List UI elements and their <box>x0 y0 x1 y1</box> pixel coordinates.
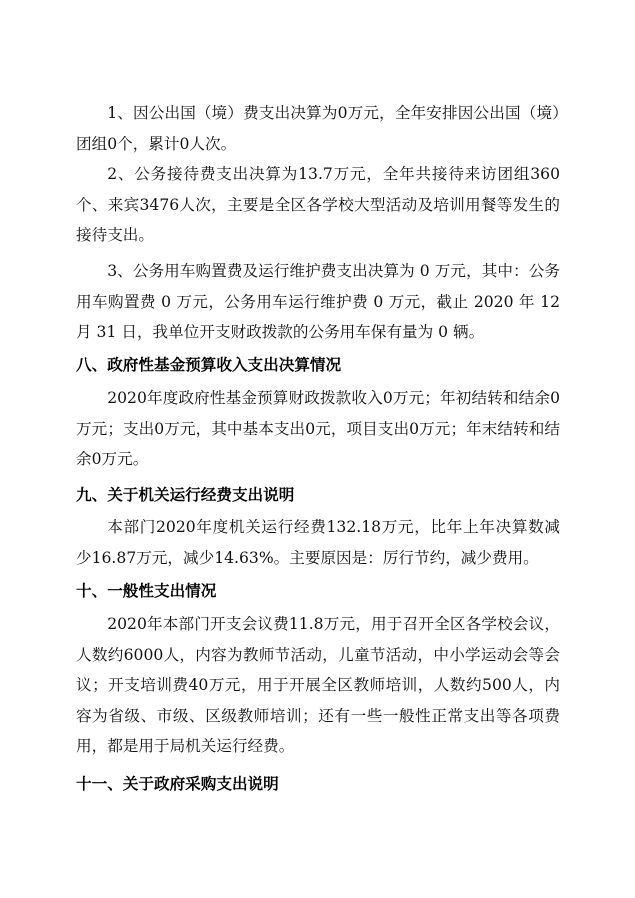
section-heading-procurement: 十一、关于政府采购支出说明 <box>76 775 279 793</box>
paragraph-reception-expense: 2、公务接待费支出决算为13.7万元，全年共接待来访团组360个、来宾3476人次，主要是全区各学校大型活动及培训用餐等发生的接待支出。 <box>76 165 560 244</box>
section-heading-fund-budget: 八、政府性基金预算收入支出决算情况 <box>76 356 342 374</box>
section-heading-general-expense: 十、一般性支出情况 <box>76 582 217 600</box>
paragraph-fund-budget: 2020年度政府性基金预算财政拨款收入0万元；年初结转和结余0万元；支出0万元，其中基本支出0元，项目支出0万元；年末结转和结余0万元。 <box>76 389 560 468</box>
paragraph-operating-expense: 本部门2020年度机关运行经费132.18万元，比年上年决算数减少16.87万元，减少14.63%。主要原因是：厉行节约，减少费用。 <box>76 518 560 567</box>
paragraph-vehicle-expense: 3、公务用车购置费及运行维护费支出决算为 0 万元，其中：公务用车购置费 0 万元，公务用车运行维护费 0 万元，截止 2020 年 12 月 31 日，我单位开支财政拨款的公务用车保有量为 0 辆。 <box>76 262 560 341</box>
paragraph-overseas-expense: 1、因公出国（境）费支出决算为0万元，全年安排因公出国（境）团组0个，累计0人次。 <box>76 104 560 153</box>
paragraph-general-expense: 2020年本部门开支会议费11.8万元，用于召开全区各学校会议，人数约6000人，内容为教师节活动，儿童节活动，中小学运动会等会议；开支培训费40万元，用于开展全区教师培训，人数约500人，内容为省级、市级、区级教师培训；还有一些一般性正常支出等各项费用，都是用于局机关运行经费。 <box>76 615 560 755</box>
section-heading-operating-expense: 九、关于机关运行经费支出说明 <box>76 486 295 504</box>
